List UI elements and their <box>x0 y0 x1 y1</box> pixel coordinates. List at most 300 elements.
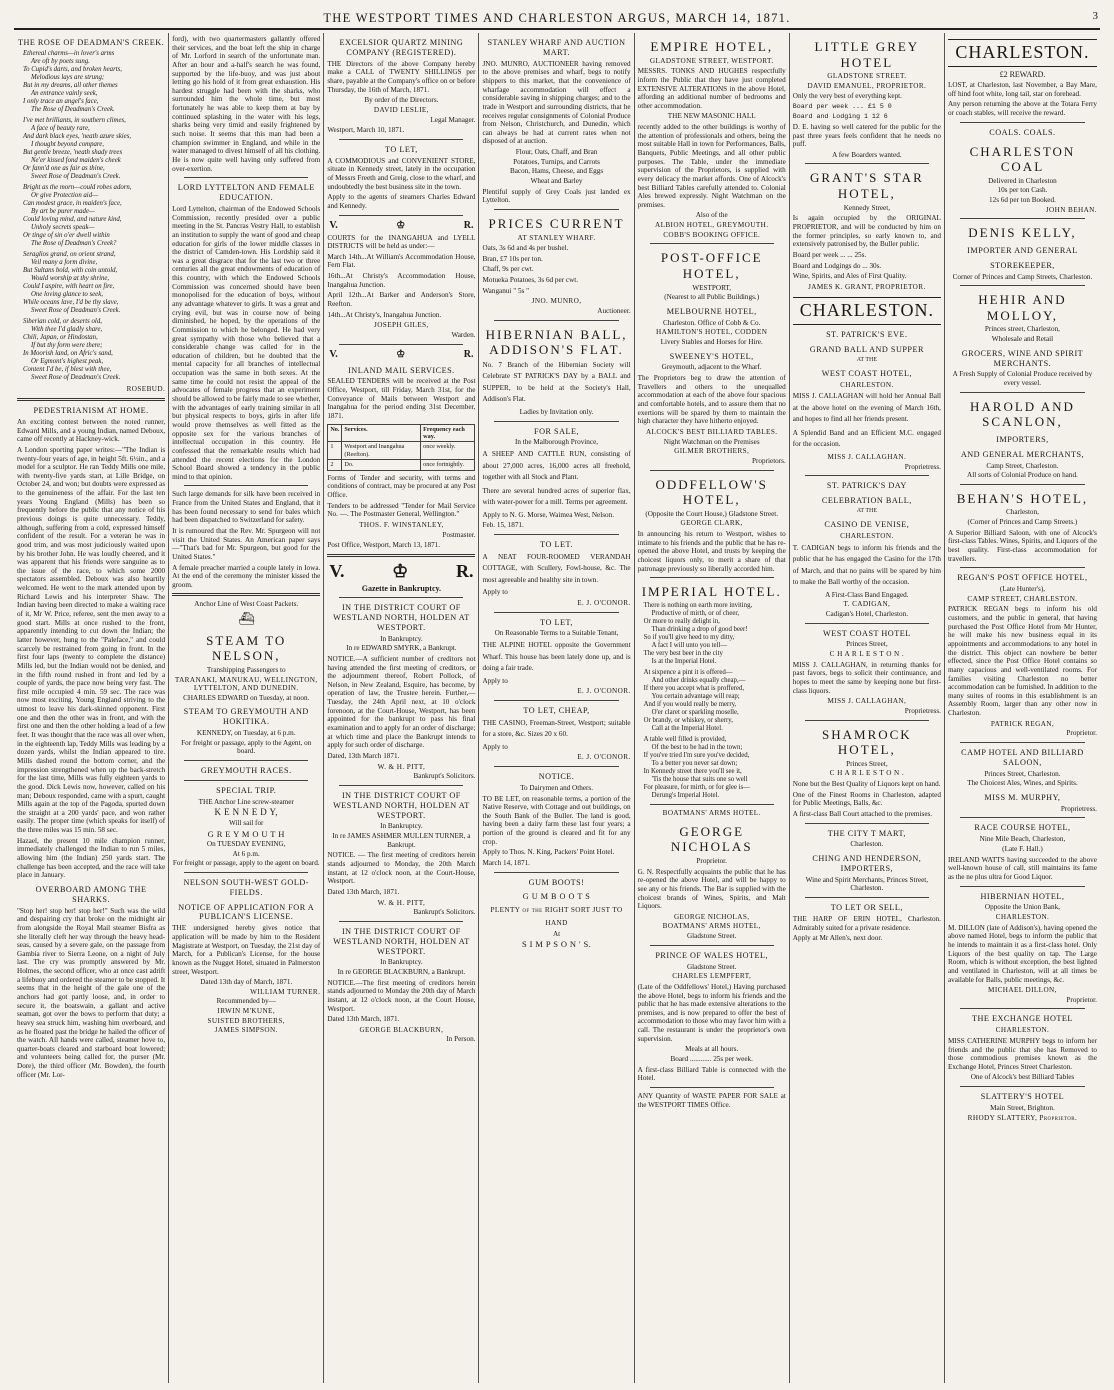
callaghan2-role: Proprietress. <box>904 706 941 715</box>
cobb: COBB'S BOOKING OFFICE. <box>663 230 761 239</box>
license-rec-4: JAMES SIMPSON. <box>214 1026 278 1035</box>
waste-paper-para: ANY Quantity of WASTE PAPER FOR SALE at the WESTPORT TIMES Office. <box>637 1091 786 1109</box>
special-line-6: At 6 p.m. <box>232 849 260 858</box>
hib-title: HIBERNIAN HOTEL, <box>980 891 1065 901</box>
divider <box>805 475 929 476</box>
table-cell: Westport and Inangahua (Reefton). <box>342 442 421 460</box>
steam-greymouth-title: STEAM TO GREYMOUTH AND HOKITIKA. <box>183 707 309 727</box>
alpine-para: THE ALPINE HOTEL opposite the Government Wharf. This house has been lately done up, and is doing a fair trade. <box>482 641 631 673</box>
poem-line: I've met brilliants, in southern climes, <box>23 116 126 124</box>
cadigan-name: T. CADIGAN, <box>843 600 891 609</box>
divider <box>960 392 1085 393</box>
gilmer-role: Proprietors. <box>752 456 786 465</box>
special-line-2: K E N N E D Y, <box>214 807 278 818</box>
special-trip-title: SPECIAL TRIP. <box>216 785 277 795</box>
race-sub: Nine Mile Beach, Charleston, <box>979 835 1066 844</box>
poem-line: Are oft by poets sung. <box>31 57 90 65</box>
divider <box>339 785 463 786</box>
divider <box>650 804 774 805</box>
court2-re: In re JAMES ASHMER MULLEN TURNER, a Bankrupt. <box>332 832 471 849</box>
race-sub-2: (Late F. Hall.) <box>1002 844 1043 853</box>
sale-apply: Apply to N. G. Morse, Waimea West, Nelson. <box>482 510 614 519</box>
divider <box>960 742 1085 743</box>
courts-name: JOSEPH GILES, <box>374 321 429 330</box>
quartz-order: By order of the Directors. <box>364 96 439 105</box>
grant-para: Is again occupied by the ORIGINAL PROPRIETOR, and will be conducted by him on the former principles, so early known to, and extensively patronised by, the Buller public. <box>792 214 941 249</box>
court3-name: GEORGE BLACKBURN, <box>359 1025 444 1034</box>
poem-line: Productive of mirth, or of cheer, <box>651 609 740 617</box>
behan-para: A Superior Billiard Saloon, with one of Alcock's first-class Tables. Wines, Spirits, and Liquors of the best quality. First-class accommodation for travellers. <box>947 528 1097 563</box>
poem-line: The Rose of Deadman's Creek. <box>31 105 115 113</box>
meals: Meals at all hours. <box>685 1045 739 1054</box>
divider <box>805 623 929 624</box>
prices-item-5: Wanganui " 5s " <box>482 286 530 295</box>
grant-sub: Kennedy Street, <box>843 203 891 212</box>
poem-line: Could loving mind, and nature kind, <box>23 216 122 224</box>
divider <box>339 139 463 140</box>
stpat-eve: ST. PATRICK'S EVE. <box>826 330 908 340</box>
divider <box>494 421 618 422</box>
royal-crest-icon: ♔ <box>392 560 409 581</box>
nicholas-name: GEORGE NICHOLAS, <box>673 912 750 921</box>
divider <box>494 872 618 873</box>
table-cell: 2 <box>328 460 342 470</box>
hehir-para: A Fresh Supply of Colonial Produce received by every vessel. <box>952 370 1093 388</box>
columns <box>14 33 1100 1383</box>
overboard-para: "Stop her! stop her! stop her!" Such was the wild and despairing cry that broke on the midnight air from alongside the Royal Mail steamer Bisfra as she literally cleft her way through the heavy head-seas, caused by a severe gale, on the passage from Gambia river to Sierra Leone, on a night of July last. The cry was promptly answered by Mr. Holmes, the second officer, who at once cast adrift a lifebuoy and ordered the steamer to be stopped. It seems that in the height of the gale one of the anchors had got partly loose, and, in order to secure it, the boatswain, a gallant and active seaman, got over the bows to perform that duty; a heavy sea struck him, washing him overboard, and as he floated past the bridge he hailed the officer of the watch. All hands were called, steamer hove to, quarter-boats cleared and starboard boat lowered; and volunteers being called for, the purser (Mr. Dore), the third officer (Mr. Bowden), the fourth officer (Mr. Lor- <box>17 906 166 1079</box>
tolet-title: TO LET, <box>385 144 418 154</box>
hib-sub-2: CHARLESTON. <box>995 913 1050 922</box>
post-office-hotel-title: POST-OFFICE HOTEL, <box>660 250 763 281</box>
court3-role: In Person. <box>446 1035 476 1044</box>
tolet1-para: A NEAT FOUR-ROOMED VERANDAH COTTAGE, with Scullery, Fowl-house, &c. The most agreeable and healthy site in town. <box>482 552 631 584</box>
prices-item-4: Motueka Potatoes, 3s 6d per cwt. <box>482 276 579 285</box>
stanley-para: JNO. MUNRO, AUCTIONEER having removed to the above premises and wharf, begs to notify shippers to this market, that the convenience of wharfage accommodation will effect a considerable saving in shipping charges; and to the trade in Westport and surrounding districts, that he receives regular consignments of Colonial Produce from Nelson, Christchurch, and Dunedin, which can always be had at current rates when not disposed of at auction. <box>482 59 631 146</box>
callaghan-name: MISS J. CALLAGHAN. <box>827 452 907 461</box>
courts-item-3: April 12th...At Barker and Anderson's Store, Reefton. <box>327 291 476 308</box>
divider <box>650 577 774 578</box>
poem-line: At sixpence a pint it is offered— <box>643 668 733 676</box>
poem-line: Or fann'd one as fair as thine, <box>23 165 105 173</box>
tolet2-oconor: E. J. O'CONOR. <box>577 687 631 696</box>
kelly-addr: Corner of Princes and Camp Streets, Charleston. <box>952 272 1093 281</box>
kelly-sub: IMPORTER AND GENERAL <box>967 245 1078 255</box>
harold-title: HAROLD AND SCANLON, <box>970 398 1075 430</box>
hehir-sub-3: GROCERS, WINE AND SPIRIT MERCHANTS. <box>961 348 1084 368</box>
court1-inbank: In Bankruptcy. <box>380 634 423 643</box>
night-watch: Night Watchman on the Premises <box>663 437 760 446</box>
steam-nelson-line-3: CHARLES EDWARD on Tuesday, at noon. <box>183 693 310 702</box>
poem-line: Of the best to be had in the town; <box>651 744 743 752</box>
poem-line: Or more to really delight in, <box>643 617 720 625</box>
charleston-2: CHARLESTON. <box>840 380 894 389</box>
special-line-1: THE Anchor Line screw-steamer <box>198 797 294 806</box>
stpat-day: ST. PATRICK'S DAY <box>826 481 907 491</box>
poem-line: A face of beauty rare, <box>31 124 90 132</box>
boatmans-head: BOATMANS' ARMS HOTEL. <box>662 809 761 818</box>
regan-title: REGAN'S POST OFFICE HOTEL, <box>957 573 1088 583</box>
poem-line: Content I'd be, if blest with thee, <box>23 366 112 374</box>
lempfert: CHARLES LEMPFERT, <box>672 972 752 981</box>
tolet2-para: On Reasonable Terms to a Suitable Tenant, <box>494 629 619 638</box>
hamilton-sub: Livery Stables and Horses for Hire. <box>660 338 763 346</box>
quartz-para: THE Directors of the above Company hereby make a CALL of TWENTY SHILLINGS per share, payable at the Company's office on or before Thursday, the 16th of March, 1871. <box>327 59 476 94</box>
license-rec-2: IRWIN M'KUNE, <box>217 1007 276 1016</box>
hamilton: HAMILTON'S HOTEL, CODDEN <box>656 328 768 337</box>
dairy-date: March 14, 1871. <box>482 859 530 867</box>
overboard-continued: ford), with two quartermasters gallantly offered their services, and the boat left the ship in charge of Mr. Lorford in search of the unfortunate man. After an hour and a-half's search he was found, supported by the life-buoy, and was just about letting go his hold of it from great exhaustion. His hardest struggle had been with the sharks, who surrounded him the whole time, but most fortunately he was able to keep them at bay by continued splashing in the water with his legs, sharks being very timid and easily frightened by such noise. It seems that this man had been a champion swimmer in England, and while in the water managed to divest himself of all his clothing. He is now quite well having only suffered from over-exertion. <box>172 35 321 173</box>
camp-sub: Princes Street, Charleston. <box>984 769 1061 778</box>
divider <box>184 485 308 486</box>
poem-line: Is at the Imperial Hotel. <box>651 657 717 665</box>
royal-crest-icon: ♔ <box>396 348 406 360</box>
dillon-role: Proprietor. <box>1066 995 1097 1004</box>
casino: CASINO DE VENISE, <box>824 520 910 530</box>
tolet2-apply: Apply to <box>482 676 508 685</box>
slattery-title: SLATTERY'S HOTEL <box>980 1092 1065 1102</box>
poem-line: Or Egmont's highest peak, <box>31 358 104 366</box>
poem-line: Than drinking a drop of good beer! <box>651 625 748 633</box>
note-1: Such large demands for silk have been received in France from the United States and England, that it has been found necessary to send for bales which had been dispatched to Switzerland for safety. <box>172 490 321 525</box>
table-header: No. <box>328 424 342 442</box>
inland-name: THOS. F. WINSTANLEY, <box>359 520 444 529</box>
hib-sub: Opposite the Union Bank, <box>984 903 1060 912</box>
tolet2-title: TO LET, <box>540 617 573 627</box>
hehir-sub: Princes street, Charleston, <box>984 325 1060 334</box>
vr-v: V. <box>329 560 345 581</box>
poem-line: Ne'er kissed fond maiden's cheek <box>31 157 121 165</box>
column-6 <box>790 33 945 1383</box>
prices-sub: AT STANLEY WHARF. <box>517 233 596 242</box>
divider <box>494 766 618 767</box>
divider <box>960 122 1085 123</box>
table-cell: once fortnightly. <box>421 460 475 470</box>
anchor-line-heading: Anchor Line of West Coast Packets. <box>194 600 299 609</box>
boatmans-2: BOATMANS' ARMS HOTEL, <box>662 922 761 931</box>
poem-line: If but thy form were there; <box>31 342 103 350</box>
poem-line: Would worship at thy shrine, <box>31 275 110 283</box>
table-cell: once weekly. <box>421 442 475 460</box>
city-sub: Charleston. <box>850 840 884 849</box>
west-coast-2: WEST COAST HOTEL <box>822 628 911 638</box>
steamship-icon: ⛴ <box>237 611 255 627</box>
grant-title: GRANT'S STAR HOTEL, <box>809 170 924 202</box>
little-para: Only the very best of everything kept. <box>792 92 902 101</box>
special-line-7: For freight or passage, apply to the agent on board. <box>172 859 320 868</box>
divider <box>494 700 618 701</box>
poem-line: Or give Protection aid— <box>31 192 99 200</box>
watts-para: IRELAND WATTS having succeeded to the above well-known house of call, still maintains its fame as the ne plus ultra for Good Liquor. <box>947 855 1097 881</box>
charleston-heading: CHARLESTON. <box>948 39 1097 67</box>
post-sub: WESTPORT, <box>692 283 732 292</box>
at-the-2: AT THE <box>856 507 877 514</box>
hibernian-para: No. 7 Branch of the Hibernian Society will Celebrate ST PATRICK'S DAY by a BALL and SUPPER, to be held at the Society's Hall, Addison's Flat. <box>482 360 631 404</box>
coal-line-3: 12s 6d per ton Booked. <box>989 196 1056 205</box>
city-mart: THE CITY T MART, <box>827 828 906 838</box>
divider <box>339 344 463 345</box>
little-sub: GLADSTONE STREET. <box>827 72 907 81</box>
ching-sub: Wine and Spirit Merchants, Princes Street, Charleston. <box>805 875 929 893</box>
dillon-para: M. DILLON (late of Addison's), having opened the above named Hotel, begs to inform the public that he intends to maintain it as a first-class hotel. Only Liquors of the best quality on tap. The Large Room, which is without exception, the best lighted and ventilated in Charleston, will at all times be available for Balls, public meetings, &c. <box>947 923 1097 984</box>
reward: £2 REWARD. <box>999 69 1046 79</box>
dairymen: To Dairymen and Others. <box>520 783 594 792</box>
poem-line: An entrance vainly seek, <box>31 89 98 97</box>
lost-para-2: Any person returning the above at the Totara Ferry or coach stables, will receive the reward. <box>947 100 1097 118</box>
divider <box>184 177 308 178</box>
poem-line: Unholy secrets speak— <box>31 224 95 232</box>
regan-sub: (Late Hunter's), <box>999 585 1046 594</box>
slattery-sub: Main Street, Brighton. <box>990 1103 1055 1112</box>
shamrock-para-2: One of the Finest Rooms in Charleston, adapted for Public Meetings, Balls, &c. <box>792 790 941 808</box>
quartz-name: DAVID LESLIE, <box>373 105 429 114</box>
imperial-poem <box>638 602 786 800</box>
pedestrianism-para-1: An exciting contest between the noted runner, Edward Mills, and a young Indian, named Deboux, came off recently at Hackney-wick. <box>17 417 166 444</box>
divider <box>650 1087 774 1088</box>
oddfellows-title: ODDFELLOW'S HOTEL, <box>655 476 768 508</box>
divider <box>960 218 1085 219</box>
divider <box>494 534 618 535</box>
poem-line: Can modest grace, in maiden's face, <box>23 200 122 208</box>
inland-role: Postmaster. <box>442 530 476 539</box>
kelly-sub-2: STOREKEEPER, <box>990 260 1055 270</box>
court3-dated: Dated 13th March, 1871. <box>327 1015 400 1024</box>
also: Also of the <box>695 211 728 220</box>
stanley-good-4: Wheat and Barley <box>530 177 583 186</box>
poem-line: Siberian cold, or deserts old, <box>23 318 102 326</box>
inland-forms: Forms of Tender and security, with terms and conditions of contract, may be procured at any Post Office. <box>327 473 476 500</box>
table-row <box>328 442 475 460</box>
divider <box>339 215 463 216</box>
charleston-heading: CHARLESTON. <box>793 297 941 325</box>
vr-r: R. <box>463 219 474 231</box>
behan-addr: (Corner of Princes and Camp Streets.) <box>967 518 1078 527</box>
stanley-good-3: Bacon, Hams, Cheese, and Eggs <box>509 167 604 176</box>
steam-grey-line-2: For freight or passage, apply to the Agent, on board. <box>181 738 312 756</box>
shamrock-para-3: A first-class Ball Court attached to the premises. <box>792 809 933 818</box>
kelly-title: DENIS KELLY, <box>968 225 1077 241</box>
at-the-1: AT THE <box>856 356 877 363</box>
oddfellows-para: In announcing his return to Westport, wishes to intimate to his friends and the public that he has re-opened the above Hotel, and trusts by keeping the choicest liquors only, to merit a share of that patronage previously so liberally accorded him. <box>637 530 786 573</box>
empire-sub: GLADSTONE STREET, WESTPORT. <box>649 56 774 65</box>
court2-para: NOTICE. — The first meeting of creditors herein stands adjourned to Monday, the 20th March instant, at 12 o'clock noon, at the Court-House, Westport. <box>327 851 476 886</box>
license-dated: Dated 13th day of March, 1871. <box>200 978 293 987</box>
harp-title: TO LET OR SELL, <box>830 903 903 913</box>
nicholas-title: GEORGE NICHOLAS <box>670 823 753 855</box>
poem-line: 'Tis the house that suits one so well <box>651 776 748 784</box>
poem-line: There is nothing on earth more inviting, <box>643 601 753 609</box>
special-line-5: On TUESDAY EVENING, <box>206 840 286 849</box>
court2-dated: Dated 13th March, 1871. <box>327 887 400 896</box>
vr-r: R. <box>455 560 474 581</box>
table-header: Frequency each way. <box>421 424 475 442</box>
court2-title: IN THE DISTRICT COURT OF WESTLAND NORTH, HOLDEN AT WESTPORT. <box>333 790 470 820</box>
divider <box>184 872 308 873</box>
divider <box>650 945 774 946</box>
poem-line: I only trace an angel's face, <box>23 97 99 105</box>
poem-line: Or tinge of sin o'er dwell within <box>23 232 110 240</box>
gum-shop: S I M P S O N ' S. <box>521 939 592 950</box>
murphy2-note: One of Alcock's best Billiard Tables <box>970 1073 1075 1082</box>
tolet3-title: TO LET, CHEAP, <box>523 705 590 715</box>
sweeney-title: SWEENEY'S HOTEL, <box>669 351 754 361</box>
vr-heading-1 <box>329 220 473 232</box>
exchange-title: THE EXCHANGE HOTEL <box>972 1014 1073 1024</box>
poem-line: But in my dreams, all other themes <box>23 81 118 89</box>
prices-title: PRICES CURRENT <box>488 215 625 231</box>
prices-item-3: Chaff, 9s per cwt. <box>482 265 534 274</box>
charleston-4: C H A R L E S T O N . <box>829 650 905 659</box>
gazette-title: Gazette in Bankruptcy. <box>361 583 442 593</box>
regan-para: PATRICK REGAN begs to inform his old customers, and the public in general, that having purchased the Post Office Hotel from Mr Hunter, he will make his new business equal in its appointments and accommodations to any hotel in the district. This object can nowhere be better effected, since the Post Office Hotel contains so many capacious and well-ventilated rooms. For families visiting Charleston no better accommodation can be furnished. In addition to the many suites of rooms in this establishment is an Assembly Room, larger than any other now in Charleston. <box>947 605 1097 718</box>
divider <box>960 1086 1085 1087</box>
little-para-2: D. E. having so well catered for the public for the past three years feels confident that he needs no puff. <box>792 122 941 149</box>
gum-boots-title: GUM BOOTS! <box>528 877 585 887</box>
poem-line: Call at the Imperial Hotel. <box>651 725 723 733</box>
sale-date: Feb. 15, 1871. <box>482 521 524 530</box>
poem-line: But Sultans bold, with coin untold, <box>23 267 118 275</box>
court3-para: NOTICE.—The first meeting of creditors herein stands adjourned to Monday the 20th day of March instant, at 12 o'clock noon, at the Court House, Westport. <box>327 978 476 1013</box>
steam-nelson-line-2: TARANAKI, MANUKAU, WELLINGTON, LYTTELTON, AND DUNEDIN. <box>174 675 318 693</box>
west-coast-hotel: WEST COAST HOTEL, <box>821 368 913 378</box>
court2-pitt: W. & H. PITT, <box>377 898 426 907</box>
divider <box>805 163 929 164</box>
masthead-title: THE WESTPORT TIMES AND CHARLESTON ARGUS, MARCH 14, 1871. <box>323 10 791 25</box>
prices-item-1: Oats, 3s 6d and 4s per bushel. <box>482 244 569 253</box>
nicholas-para: G. N. Respectfully acquaints the public that he has re-opened the above Hotel, and will be happy to see any or his friends. The Bar is supplied with the choicest brands of Wines, Spirits, and Malt Liquors. <box>637 867 786 911</box>
poem-line: A table well filled is provided, <box>643 736 727 744</box>
hibernian-ladies: Ladies by Invitation only. <box>519 407 594 416</box>
poem-line: Chili, Japan, or Hindostan, <box>23 334 98 342</box>
billiard: A first-class Billiard Table is connected with the Hotel. <box>637 1065 786 1083</box>
prices-role: Auctioneer. <box>597 307 631 316</box>
column-4 <box>479 33 634 1383</box>
regan-role: Proprietor. <box>1066 729 1097 738</box>
gum-boots-sub: G U M B O O T S <box>522 892 591 902</box>
board-week: Board per week ... £1 5 0 <box>792 103 892 111</box>
poem-line: Bright as the morn—could robes adorn, <box>23 184 132 192</box>
divider <box>327 554 475 557</box>
mail-services-table <box>327 424 475 471</box>
poem-line: Derung's Imperial Hotel. <box>651 792 720 800</box>
court3-inbank: In Bankruptcy. <box>380 958 423 967</box>
hehir-title: HEHIR AND MOLLOY, <box>978 292 1067 323</box>
for-sale-title: FOR SALE, <box>534 426 580 436</box>
sale-place: In the Malborough Province, <box>515 438 599 447</box>
divider <box>650 243 774 244</box>
harold-sub-2: AND GENERAL MERCHANTS, <box>960 449 1085 459</box>
column-2 <box>169 33 324 1383</box>
nicholas-role: Proprietor. <box>696 857 727 865</box>
inland-addr: Tenders to be addressed "Tender for Mail Service No. —. The Postmaster General, Wellington." <box>327 501 476 519</box>
divider <box>339 597 463 598</box>
behan-title: BEHAN'S HOTEL, <box>956 490 1089 506</box>
column-5 <box>635 33 790 1383</box>
notice-title: NOTICE. <box>538 772 575 782</box>
divider <box>805 720 929 721</box>
poem-line: Veil many a form divine, <box>31 259 98 267</box>
few-boarders: A few Boarders wanted. <box>832 150 902 159</box>
masonic-head: THE NEW MASONIC HALL <box>667 112 756 121</box>
dairy-para: TO BE LET, on reasonable terms, a portion of the Native Reserve, with Cottage and out buildings, on the South Bank of the Buller. The land is good, having been a dairy farm these last four years; a portion of the ground is cleared and fit for any crop. <box>482 794 631 846</box>
poem-line: You certain advantage will reap; <box>651 692 740 700</box>
board: Board ............ 25s per week. <box>670 1055 753 1064</box>
poem-line: The Rose of Deadman's Creek? <box>31 240 117 248</box>
royal-crest-icon: ♔ <box>396 219 406 231</box>
court1-pitt: W. & H. PITT, <box>377 762 426 771</box>
table-cell: 1 <box>328 442 342 460</box>
callaghan2-name: MISS J. CALLAGHAN, <box>827 697 907 706</box>
divider <box>960 817 1085 818</box>
divider <box>960 285 1085 286</box>
empire-title: EMPIRE HOTEL, <box>650 39 774 54</box>
celebration: CELEBRATION BALL, <box>821 496 912 506</box>
pedestrianism-para-2: A London sporting paper writes:—"The Indian is twenty-four years of age, in height 5ft. 6½in., and a model for a sculptor. He ran Teddy Mills one mile, with twenty-five yards start, at Lille Bridge, on October 24, and won; but doubts were expressed as to the genuineness of the affair. For the last ten years Young England (Mills) has been so frequently before the public that any notice of his previous doings is quite unnecessary. Teddy, although, suffering from a cold, expressed himself confident of the result. For a veteran he was in good trim, and was most judiciously waited upon by his brother John. He was loudly cheered, and it was apparent that his friends were sanguine as to the issue of the race, to which some 2000 spectators assembled. Deboux was also heartily welcomed. He went to the mark attended upon by Richard Lewis and his interpreter Shaw. The Indian having been directed to make a waiting race of it, Mr W. Price, referee, sent the men away to a good start. Mills at once rushed to the front, apparently intending to cut down the Indian; the latter however, hung to the "Paleface," and could scarcely be restrained from going in front. In the first four laps (twenty to complete the distance) Mills led, but the Indian would not be denied, and in the fifth round rushed in front and led by a couple of yards, the pace now being very fast. The first mile occupied 4 min. 59 sec. The race was now most exciting, Young England striving to the utmost to leave his dark-skinned opponent. First one and then the other was in front, and with the first one and then the other holding a lead of a few feet. It was thought that the race was all over when, in the eighteenth lap, Teddy Mills was leading by a dozen yards, whilst the Indian appeared to tire. Mills dashed round the bottom corner, and the impression strengthened when up the back-stretch for the last time, Mills was fully eighteen yards to the good. Dick Lewis now, however, called on his man; Deboux responded, came with a spurt, caught Mills again at the top of the Pagoda, spurted down the straight at a 200 yards' pace, and won rather easily. The proper time (which speaks for itself) of the three miles was 15 min. 58 sec. <box>17 445 166 835</box>
nelson-goldfields-title: NELSON SOUTH-WEST GOLD-FIELDS. <box>183 877 309 897</box>
divider <box>494 320 618 321</box>
poem-line: Could I aspire, with heart on fire, <box>23 283 115 291</box>
poem-line: Sweet Rose of Deadman's Creek. <box>31 173 121 181</box>
grant-lodging: Board and Lodgings do ... 30s. <box>792 261 882 270</box>
divider <box>494 209 618 210</box>
dairy-apply: Apply to Thos. N. King, Packers' Point Hotel. <box>482 848 615 857</box>
column-3 <box>324 33 479 1383</box>
quartz-date: Westport, March 10, 1871. <box>327 126 405 135</box>
coal-title: CHARLESTON COAL <box>969 143 1076 175</box>
gladstone: Gladstone Street. <box>686 932 737 941</box>
poem-line: And dark black eyes, 'neath azure skies, <box>23 133 132 140</box>
murphy-name: MISS M. MURPHY, <box>984 793 1061 802</box>
coals: COALS. COALS. <box>989 127 1056 137</box>
grant-wines: Wine, Spirits, and Ales of First Quality. <box>792 272 907 281</box>
poem-line: Or brandy, or whiskey, or sherry, <box>643 717 733 725</box>
cadigan-sub: Cadigan's Hotel, Charleston. <box>825 609 909 618</box>
court1-dated: Dated, 13th March 1871. <box>327 751 400 760</box>
court2-inbank: In Bankruptcy. <box>380 822 423 831</box>
inland-para: SEALED TENDERS will be received at the Post Office, Westport, till Friday, March 31st, for the Conveyance of Mails between Westport and Inangahua for the period ending 31st December, 1871. <box>327 377 476 420</box>
empire-para: MESSRS. TONKS AND HUGHES respectfully inform the Public that they have just completed EXTENSIVE ALTERATIONS in the above Hotel, affording an additional number of bedrooms and other accommodation. <box>637 67 786 110</box>
prices-name: JNO. MUNRO, <box>531 297 582 306</box>
regan-addr: CAMP STREET, CHARLESTON. <box>967 594 1078 603</box>
table-cell: Do. <box>342 460 421 470</box>
coal-name: JOHN BEHAN. <box>1045 205 1097 214</box>
divider <box>184 780 308 781</box>
poem-line: To Cupid's darts, and broken hearts, <box>23 65 122 73</box>
tolet1-title: TO LET. <box>540 539 573 549</box>
quartz-role: Legal Manager. <box>430 115 476 124</box>
harold-para: All sorts of Colonial Produce on hand. <box>967 471 1078 480</box>
license-rec-3: SUISTED BROTHERS, <box>207 1016 285 1025</box>
harold-sub: IMPORTERS, <box>996 434 1049 444</box>
court1-solic: Bankrupt's Solicitors. <box>413 772 476 781</box>
alcock-tables: ALCOCK'S BEST BILLIARD TABLES. <box>645 427 778 436</box>
vr-r: R. <box>463 348 474 360</box>
coal-line-1: Delivered in Charleston <box>988 176 1057 185</box>
divider <box>339 921 463 922</box>
court1-re: In re EDWARD SMYRK, a Bankrupt. <box>346 644 457 653</box>
courts-item-1: March 14th...At William's Accommodation House, Fern Flat. <box>327 252 476 270</box>
tolet-para: A COMMODIOUS and CONVENIENT STORE, situate in Kennedy street, lately in the occupation of Messrs Freeth and Greig, close to the wharf, and undoubtedly the best business site in the town. <box>327 156 476 191</box>
harp-para: THE HARP OF ERIN HOTEL, Charleston. Admirably suited for a private residence. <box>792 914 941 932</box>
poem-line: But gentle breeze, 'neath shady trees <box>23 149 123 157</box>
divider <box>805 897 929 898</box>
camp-title: CAMP HOTEL AND BILLIARD SALOON, <box>961 748 1084 767</box>
grant-name: JAMES K. GRANT, PROPRIETOR. <box>808 282 926 291</box>
poem-line: And if you would really be merry, <box>643 700 737 708</box>
tolet1-oconor: E. J. O'CONOR. <box>577 598 631 607</box>
note-2: It is rumoured that the Rev. Mr. Spurgeon will not visit the United States. An American paper says—"That's bad for Mr. Spurgeon, but good for the United States." <box>172 527 321 561</box>
callaghan-role: Proprietress. <box>904 462 941 471</box>
murphy2-para: MISS CATHERINE MURPHY begs to inform her friends and the public that she has Removed to those commodious premises known as the Exchange Hotel, Princes Street Charleston. <box>947 1036 1097 1071</box>
